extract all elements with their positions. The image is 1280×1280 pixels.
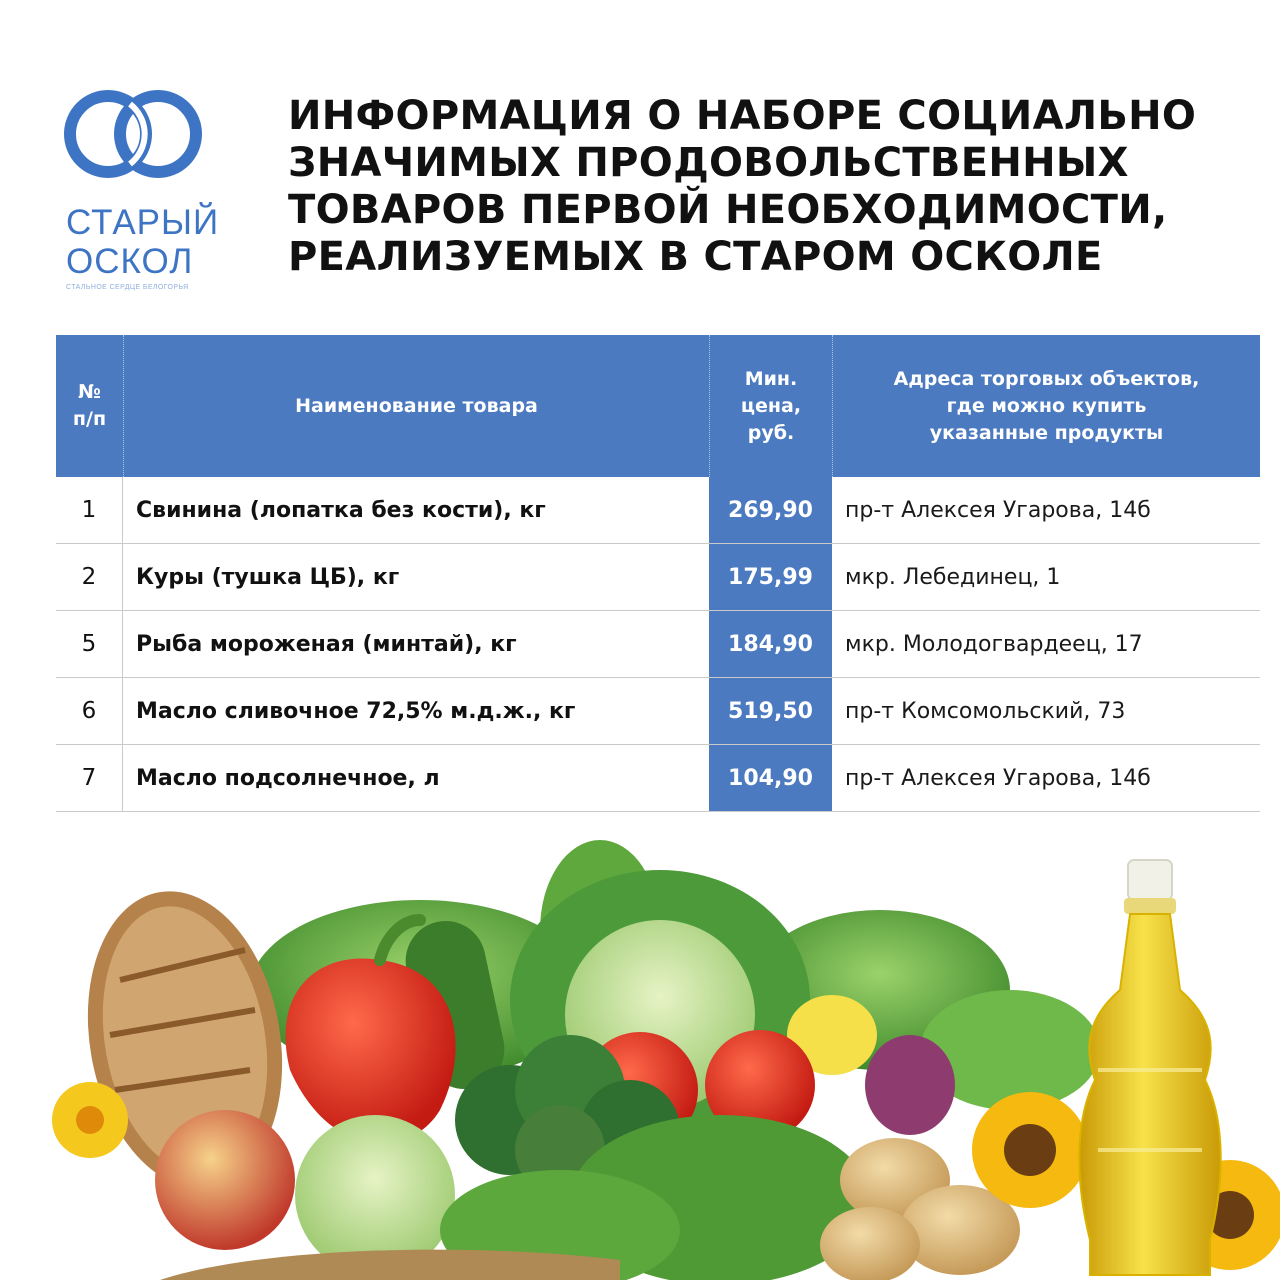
- table-row: [56, 745, 1260, 812]
- min-price: 269,90: [709, 477, 832, 543]
- table-row: [56, 611, 1260, 678]
- table-row: [56, 477, 1260, 544]
- prices-table: [56, 335, 1260, 812]
- title-line: ЗНАЧИМЫХ ПРОДОВОЛЬСТВЕННЫХ: [288, 140, 1129, 186]
- onion-graphic: [865, 1035, 955, 1135]
- min-price: 175,99: [709, 544, 832, 610]
- title-line: ИНФОРМАЦИЯ О НАБОРЕ СОЦИАЛЬНО: [288, 93, 1197, 139]
- logo-text-line2: ОСКОЛ: [66, 242, 194, 281]
- product-name: Масло подсолнечное, л: [136, 765, 440, 791]
- header-address-line: Адреса торговых объектов,: [893, 367, 1200, 390]
- header-min-price: [709, 335, 832, 477]
- title-line: ТОВАРОВ ПЕРВОЙ НЕОБХОДИМОСТИ,: [288, 187, 1168, 233]
- header-number: [56, 335, 123, 477]
- flower-graphic: [52, 1082, 128, 1158]
- header-address-line: где можно купить: [946, 394, 1147, 417]
- product-name: Рыба мороженая (минтай), кг: [136, 631, 517, 657]
- table-header: [56, 335, 1260, 477]
- min-price: 104,90: [709, 745, 832, 811]
- header-address-line: указанные продукты: [929, 421, 1164, 444]
- store-address: мкр. Лебединец, 1: [845, 564, 1061, 590]
- store-address: пр-т Комсомольский, 73: [845, 698, 1126, 724]
- product-name: Свинина (лопатка без кости), кг: [136, 497, 546, 523]
- header-number-line: №: [78, 381, 101, 403]
- row-number: 1: [56, 477, 123, 543]
- row-number: 2: [56, 544, 123, 610]
- header-price-line: Мин.: [744, 367, 798, 390]
- store-address: пр-т Алексея Угарова, 14б: [845, 765, 1151, 791]
- double-ring-icon: [60, 88, 220, 198]
- city-logo: [60, 88, 220, 298]
- row-number: 7: [56, 745, 123, 811]
- min-price: 519,50: [709, 678, 832, 744]
- store-address: мкр. Молодогвардеец, 17: [845, 631, 1143, 657]
- header-addresses: [832, 335, 1260, 477]
- apple-graphic: [155, 1110, 295, 1250]
- header-price-line: руб.: [747, 421, 795, 444]
- header-number-line: п/п: [72, 408, 107, 430]
- table-row: [56, 678, 1260, 745]
- min-price: 184,90: [709, 611, 832, 677]
- produce-illustration: [0, 820, 1280, 1280]
- page-title: [288, 93, 1248, 281]
- logo-text-line1: СТАРЫЙ: [66, 203, 220, 242]
- basket-graphic: [160, 1250, 620, 1280]
- store-address: пр-т Алексея Угарова, 14б: [845, 497, 1151, 523]
- header-price-line: цена,: [740, 394, 802, 417]
- header-product-name: Наименование товара: [123, 335, 709, 477]
- product-name: Масло сливочное 72,5% м.д.ж., кг: [136, 698, 576, 724]
- oil-bottle-graphic: [1079, 860, 1220, 1275]
- table-row: [56, 544, 1260, 611]
- row-number: 6: [56, 678, 123, 744]
- row-number: 5: [56, 611, 123, 677]
- product-name: Куры (тушка ЦБ), кг: [136, 564, 400, 590]
- title-line: РЕАЛИЗУЕМЫХ В СТАРОМ ОСКОЛЕ: [288, 234, 1103, 280]
- logo-tagline: СТАЛЬНОЕ СЕРДЦЕ БЕЛОГОРЬЯ: [66, 284, 189, 291]
